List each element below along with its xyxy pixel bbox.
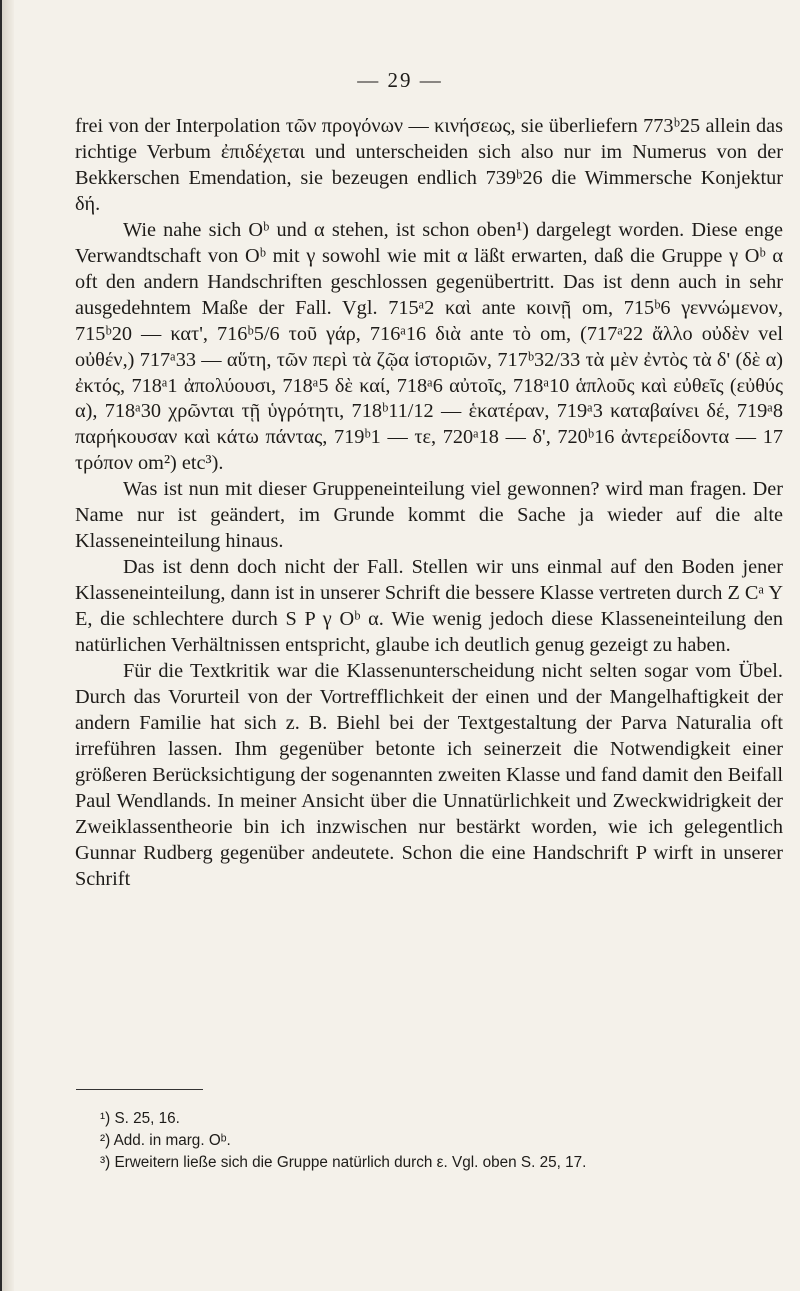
footnotes [100, 1108, 780, 1174]
paragraph: Wie nahe sich Oᵇ und α stehen, ist schon oben¹) dargelegt worden. Diese enge Verwandtschaft von Oᵇ mit γ sowohl wie mit α läßt erwarten, daß die Gruppe γ Oᵇ α oft den andern Handschriften geschlossen gegenübertritt. Das ist denn auch in sehr ausgedehntem Maße der Fall. Vgl. 715ᵃ2 καὶ ante κοινῇ om, 715ᵇ6 γεννώμενον, 715ᵇ20 — κατ', 716ᵇ5/6 τοῦ γάρ, 716ᵃ16 διὰ ante τὸ om, (717ᵃ22 ἄλλο οὐδὲν vel οὐθέν,) 717ᵃ33 — αὕτη, τῶν περὶ τὰ ζῷα ἱστοριῶν, 717ᵇ32/33 τὰ μὲν ἐντὸς τὰ δ' (δὲ α) ἐκτός, 718ᵃ1 ἀπολύουσι, 718ᵃ5 δὲ καί, 718ᵃ6 αὐτοῖς, 718ᵃ10 ἁπλοῦς καὶ εὐθεῖς (εὐθύς α), 718ᵃ30 χρῶνται τῇ ὑγρότητι, 718ᵇ11/12 — ἑκατέραν, 719ᵃ3 καταβαίνει δέ, 719ᵃ8 παρήκουσαν καὶ κάτω πάντας, 719ᵇ1 — τε, 720ᵃ18 — δ', 720ᵇ16 ἀντερείδοντα — 17 τρόπον om²) etc³). [75, 218, 783, 475]
page-number: — 29 — [357, 68, 443, 92]
footnote-divider [76, 1089, 203, 1090]
main-text [75, 114, 783, 893]
paragraph: Was ist nun mit dieser Gruppeneinteilung viel gewonnen? wird man fragen. Der Name nur ist geändert, im Grunde kommt die Sache ja wieder auf die alte Klasseneinteilung hinaus. [75, 478, 783, 553]
page-binding-edge [0, 0, 14, 1291]
paragraph: Für die Textkritik war die Klassenunterscheidung nicht selten sogar vom Übel. Durch das Vorurteil von der Vortrefflichkeit der einen und der Mangelhaftigkeit der andern Familie hat sich z. B. Biehl bei der Textgestaltung der Parva Naturalia oft irreführen lassen. Ihm gegenüber betonte ich seinerzeit die Notwendigkeit einer größeren Berücksichtigung der sogenannten zweiten Klasse und fand damit den Beifall Paul Wendlands. In meiner Ansicht über die Unnatürlichkeit und Zweckwidrigkeit der Zweiklassentheorie bin ich inzwischen nur bestärkt worden, wie ich gelegentlich Gunnar Rudberg gegenüber andeutete. Schon die eine Handschrift P wirft in unserer Schrift [75, 660, 783, 890]
footnote: ³) Erweitern ließe sich die Gruppe natürlich durch ε. Vgl. oben S. 25, 17. [100, 1154, 587, 1171]
paragraph: Das ist denn doch nicht der Fall. Stellen wir uns einmal auf den Boden jener Klasseneinteilung, dann ist in unserer Schrift die bessere Klasse vertreten durch Z Cᵃ Y E, die schlechtere durch S P γ Oᵇ α. Wie wenig jedoch diese Klasseneinteilung den natürlichen Verhältnissen entspricht, glaube ich deutlich genug gezeigt zu haben. [75, 556, 783, 657]
footnote: ¹) S. 25, 16. [100, 1110, 180, 1127]
paragraph: frei von der Interpolation τῶν προγόνων — κινήσεως, sie überliefern 773ᵇ25 allein das richtige Verbum ἐπιδέχεται und unterscheiden sich also nur im Numerus von der Bekkerschen Emendation, sie bezeugen endlich 739ᵇ26 die Wimmersche Konjektur δή. [75, 115, 783, 215]
footnote: ²) Add. in marg. Oᵇ. [100, 1132, 231, 1149]
